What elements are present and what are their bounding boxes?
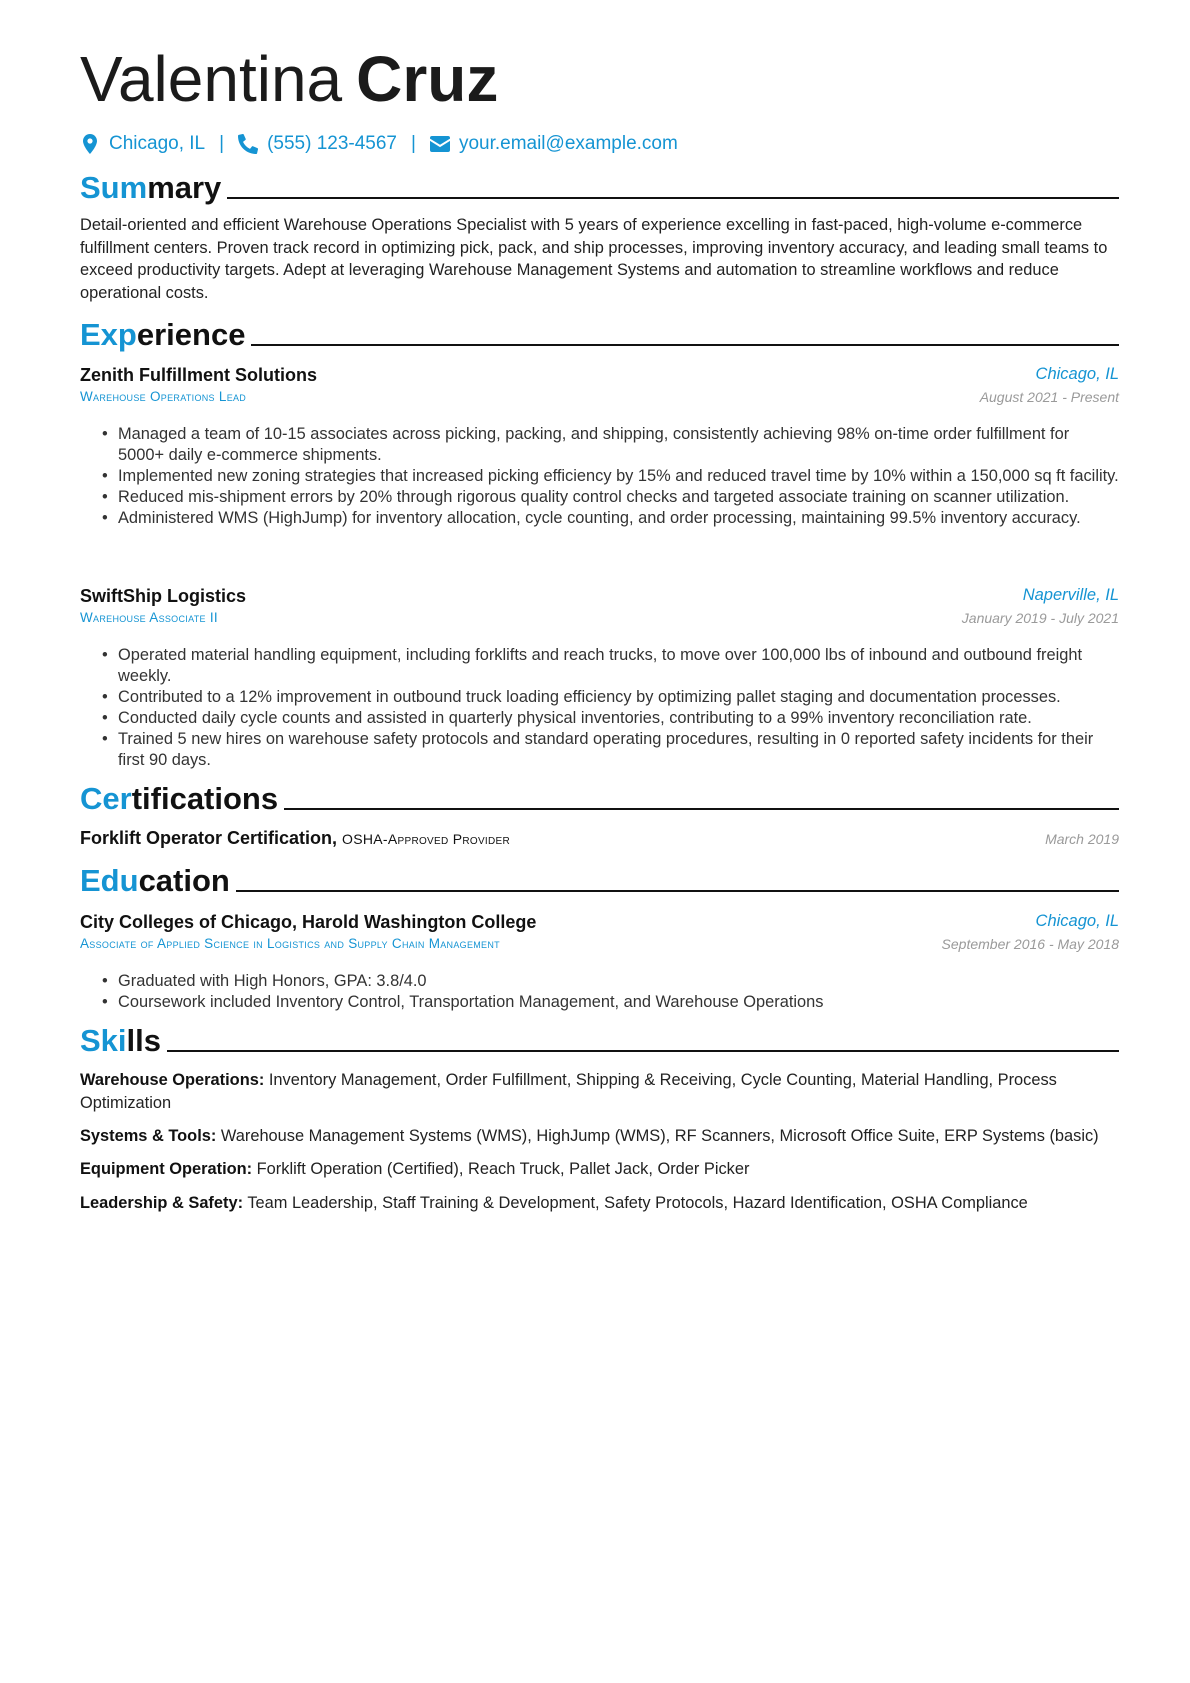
job-dates: January 2019 - July 2021 <box>961 610 1119 626</box>
section-education-title <box>80 862 1119 900</box>
skill-category: Warehouse Operations: <box>80 1071 265 1089</box>
certification-issuer: OSHA-Approved Provider <box>342 831 511 847</box>
experience-bullets <box>80 645 1119 771</box>
job-location: Chicago, IL <box>1035 365 1119 383</box>
list-item: • Managed a team of 10-15 associates across picking, packing, and shipping, consistently achieving 98% on-time order fulfillment for 5000+ daily e-commerce shipments. <box>118 424 1119 466</box>
education-dates: September 2016 - May 2018 <box>941 936 1119 952</box>
skill-category: Leadership & Safety: <box>80 1194 244 1212</box>
skill-values: Forklift Operation (Certified), Reach Truck, Pallet Jack, Order Picker <box>256 1160 750 1178</box>
skill-row <box>80 1158 1119 1181</box>
skill-values: Team Leadership, Staff Training & Development, Safety Protocols, Hazard Identification, OSHA Compliance <box>247 1194 1028 1212</box>
section-title-rest: erience <box>136 317 246 352</box>
location-text: Chicago, IL <box>109 133 206 154</box>
job-location: Naperville, IL <box>1022 586 1119 604</box>
section-certifications-title <box>80 780 1119 818</box>
last-name: Cruz <box>356 43 499 115</box>
skill-row <box>80 1192 1119 1215</box>
skill-values: Warehouse Management Systems (WMS), HighJump (WMS), RF Scanners, Microsoft Office Suite, ERP Systems (basic) <box>220 1127 1099 1145</box>
map-marker-icon <box>80 133 100 155</box>
list-item: • Conducted daily cycle counts and assisted in quarterly physical inventories, contributing to a 99% inventory reconciliation rate. <box>118 708 1119 729</box>
list-item: • Reduced mis-shipment errors by 20% through rigorous quality control checks and targeted associate training on scanner utilization. <box>118 487 1119 508</box>
section-experience-title <box>80 316 1119 354</box>
certification-name: Forklift Operator Certification <box>80 828 333 848</box>
summary-text: Detail-oriented and efficient Warehouse Operations Specialist with 5 years of experience excelling in fast-paced, high-volume e-commerce fulfillment centers. Proven track record in optimizing pick, pack, and ship processes, improving inventory accuracy, and leading small teams to exceed productivity targets. Adept at leveraging Warehouse Management Systems and automation to streamline workflows and reduce operational costs. <box>80 216 1108 302</box>
skill-category: Systems & Tools: <box>80 1127 217 1145</box>
list-item: • Contributed to a 12% improvement in outbound truck loading efficiency by optimizing pallet staging and documentation processes. <box>118 687 1119 708</box>
education-bullets <box>80 971 1119 1013</box>
section-rule <box>251 344 1119 346</box>
skill-row <box>80 1125 1119 1148</box>
section-summary-title <box>80 169 1119 207</box>
list-item: • Operated material handling equipment, including forklifts and reach trucks, to move over 100,000 lbs of inbound and outbound freight weekly. <box>118 645 1119 687</box>
candidate-name <box>80 40 498 118</box>
envelope-icon <box>430 133 450 155</box>
certification-date: March 2019 <box>1045 831 1119 847</box>
separator: | <box>411 133 416 154</box>
list-item: • Administered WMS (HighJump) for inventory allocation, cycle counting, and order processing, maintaining 99.5% inventory accuracy. <box>118 508 1119 529</box>
list-item: • Graduated with High Honors, GPA: 3.8/4.0 <box>118 971 1119 992</box>
employer-name: SwiftShip Logistics <box>80 586 247 606</box>
section-title-highlight: Exp <box>80 317 137 352</box>
school-name: City Colleges of Chicago, Harold Washington College <box>80 912 537 932</box>
phone-link[interactable]: (555) 123-4567 <box>267 133 397 154</box>
section-title-highlight: Edu <box>80 863 139 898</box>
section-title-rest: cation <box>138 863 230 898</box>
section-rule <box>284 808 1119 810</box>
certification-entry: Forklift Operator Certification, OSHA-Approved Provider March 2019 <box>80 828 1119 848</box>
separator: | <box>219 133 225 154</box>
section-title-rest: tifications <box>131 781 279 816</box>
section-title-highlight: Sum <box>80 170 148 205</box>
list-item: • Coursework included Inventory Control, Transportation Management, and Warehouse Operations <box>118 992 1119 1013</box>
section-rule <box>227 197 1119 199</box>
phone-icon <box>238 133 258 155</box>
job-title: Warehouse Operations Lead <box>80 389 247 404</box>
job-dates: August 2021 - Present <box>979 389 1119 405</box>
email-link[interactable]: your.email@example.com <box>458 133 678 154</box>
section-skills-title <box>80 1022 1119 1060</box>
skill-values: Inventory Management, Order Fulfillment, Shipping & Receiving, Cycle Counting, Material Handling, Process Optimization <box>80 1071 1057 1112</box>
experience-bullets <box>80 424 1119 529</box>
job-title: Warehouse Associate II <box>80 610 218 625</box>
contact-line <box>80 133 678 155</box>
degree-title: Associate of Applied Science in Logistics and Supply Chain Management <box>80 936 500 951</box>
list-item: • Implemented new zoning strategies that increased picking efficiency by 15% and reduced travel time by 10% within a 150,000 sq ft facility. <box>118 466 1119 487</box>
school-location: Chicago, IL <box>1035 912 1119 930</box>
skill-row <box>80 1069 1119 1115</box>
section-title-rest: mary <box>147 170 222 205</box>
list-item: • Trained 5 new hires on warehouse safety protocols and standard operating procedures, resulting in 0 reported safety incidents for their first 90 days. <box>118 729 1119 771</box>
employer-name: Zenith Fulfillment Solutions <box>80 365 317 385</box>
section-title-rest: lls <box>126 1023 161 1058</box>
section-title-highlight: Ski <box>80 1023 127 1058</box>
skill-category: Equipment Operation: <box>80 1160 253 1178</box>
first-name: Valentina <box>80 43 343 115</box>
section-rule <box>236 890 1119 892</box>
section-title-highlight: Cer <box>80 781 132 816</box>
section-rule <box>167 1050 1119 1052</box>
